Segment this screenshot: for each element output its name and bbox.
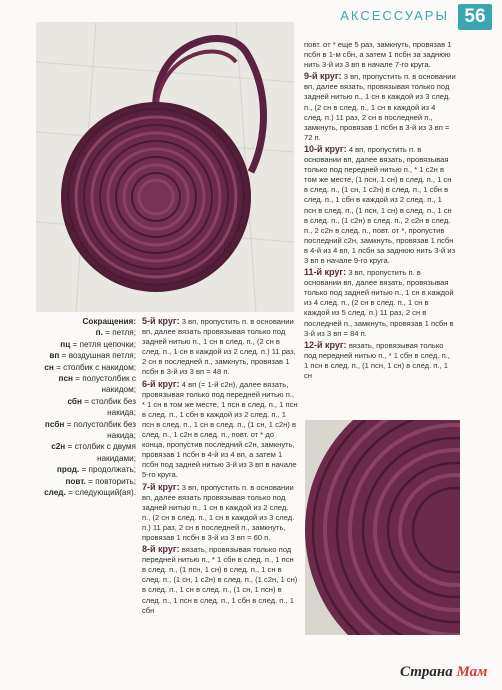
round-paragraph: повт. от * еще 5 раз, замкнуть, провязав 1 псбн в 1-м сбн, а затем 1 псбн за заднюю нить 3-й из 3 вп в начале 7-го круга. — [304, 40, 452, 70]
abbreviations-title: Сокращения: — [82, 317, 136, 326]
section-header — [300, 6, 455, 28]
abbr-item: с2н = столбик с двумя накидами; — [51, 442, 136, 463]
abbr-item: сн = столбик с накидом; — [44, 362, 136, 372]
crochet-detail-illustration — [305, 420, 460, 635]
crochet-bag-illustration — [36, 22, 294, 312]
round-paragraph: 11-й круг: 3 вп, пропустить п. в основании вп, далее вязать, провязывая только под задней нитью п., 1 сн в каждой из 4 след. п., (2 сн в след. п., 1 сн в каждой из 5 след. п.) 11 раз, 2 сн в последней п., замкнуть, провязав 1 псбн в 3-й из 3 вп = 84 п. — [304, 267, 454, 338]
abbr-item: повт. = повторить; — [65, 476, 136, 486]
abbr-item: вп = воздушная петля; — [49, 351, 136, 361]
bag-photo — [36, 22, 294, 312]
round-paragraph: 12-й круг: вязать, провязывая только под передней нитью п., * 1 сбн в след. п., 1 псн в след. п., (1 псн, 1 сн) в след. п., 1 сн — [304, 339, 450, 380]
round-paragraph: 8-й круг: вязать, провязывая только под передней нитью п., * 1 сбн в след. п., 1 псн в след. п., (1 псн, 1 сн) в след. п., 1 сн в след. п., (1 сн, 1 с2н) в след. п., (1 с2н, 1 сн) в след. п., 1 сн в след. п., (1 сн, 1 псн) в след. п., 1 псн в след. п., 1 сбн в след. п., 1 сбн — [142, 544, 298, 615]
round-paragraph: 5-й круг: 3 вп, пропустить п. в основании вп, далее вязать провязывая только под задней нитью п., 1 сн в след. п., (2 сн в след. п., 1 сн в каждой из 2 след. п.) 11 раз, 2 сн в последней п., замкнуть, провязав 1 псбн в 3-й из 3 вп = 48 п. — [142, 316, 296, 377]
round-paragraph: 10-й круг: 4 вп, пропустить п. в основании вп, далее вязать, провязывая только под передней нитью п., * 1 с2н в том же месте, (1 псн, 1 сн) в след. п., 1 сн в след. п., (1 сн, 1 с2н) в след. п., 1 сбн в след. п., 1 сбн в каждой из 2 след. п., 1 псн в след. п., (1 псн, 1 сн) в след. п., 1 сн в след. п., (1 с2н) в след. п., 2 с2н в след. п., 2 с2н в след. п., повт. от *, пропустив последний с2н, замкнуть, провязав 1 псбн в 4-й из 4 вп, 1 псбн за заднюю нить 3-й из 3 вп в начале 9-го круга. — [304, 143, 456, 265]
section-title: АКСЕССУАРЫ — [340, 8, 449, 23]
abbr-item: сбн = столбик без накида; — [67, 396, 136, 418]
instructions-column-3 — [304, 40, 456, 382]
instructions-column-2 — [142, 316, 298, 617]
bag-detail-photo — [305, 420, 460, 635]
abbr-item: прод. = продолжать; — [56, 465, 136, 475]
round-paragraph: 6-й круг: 4 вп (= 1-й с2н), далее вязать, провязывая только под передней нитью п., * 1 сн в том же месте, 1 псн в след. п., 1 псн в след. п., 1 сбн в каждой из 2 след. п., 1 псн в след. п., 1 сн в след. п., (1 сн, 1 с2н) в след. п., 1 с2н в след. п., повт. от * до конца, пропустив последний с2н, замкнуть, провязав 1 псбн в 4-й из 4 вп, а затем 1 псбн под задней нитью 3-й из 3 вп в начале 5-го круга. — [142, 378, 298, 480]
abbr-item: псбн = полустолбик без накида; — [44, 419, 136, 441]
abbr-item: п. = петля; — [95, 328, 136, 338]
abbreviations-list — [40, 316, 136, 499]
round-paragraph: 7-й круг: 3 вп, пропустить п. в основании вп, далее вязать провязывая только под задней нитью п., 1 сн в каждой из 2 след. п., (2 сн в след. п., 1 сн в каждой из 3 след. п.) 11 раз, 2 сн в последней п., замкнуть, провязав 1 псбн в 3-й из 3 вп = 60 п. — [142, 481, 295, 542]
page-number: 56 — [458, 4, 492, 30]
abbr-item: псн = полустолбик с накидом; — [58, 374, 136, 395]
site-watermark-logo: Страна Мам — [400, 664, 488, 680]
round-paragraph: 9-й круг: 3 вп, пропустить п. в основании вп, далее вязать, провязывая только под задней нитью п., 1 сн в каждой из 3 след. п., (2 сн в след. п., 1 сн в каждой из 4 след. п.) 11 раз, 2 сн в последней п., замкнуть, провязав 1 псбн в 3-й из 3 вп = 72 п. — [304, 71, 456, 142]
abbr-item: след. = следующий(ая). — [44, 488, 136, 498]
abbr-item: пц = петля цепочки; — [60, 339, 136, 349]
